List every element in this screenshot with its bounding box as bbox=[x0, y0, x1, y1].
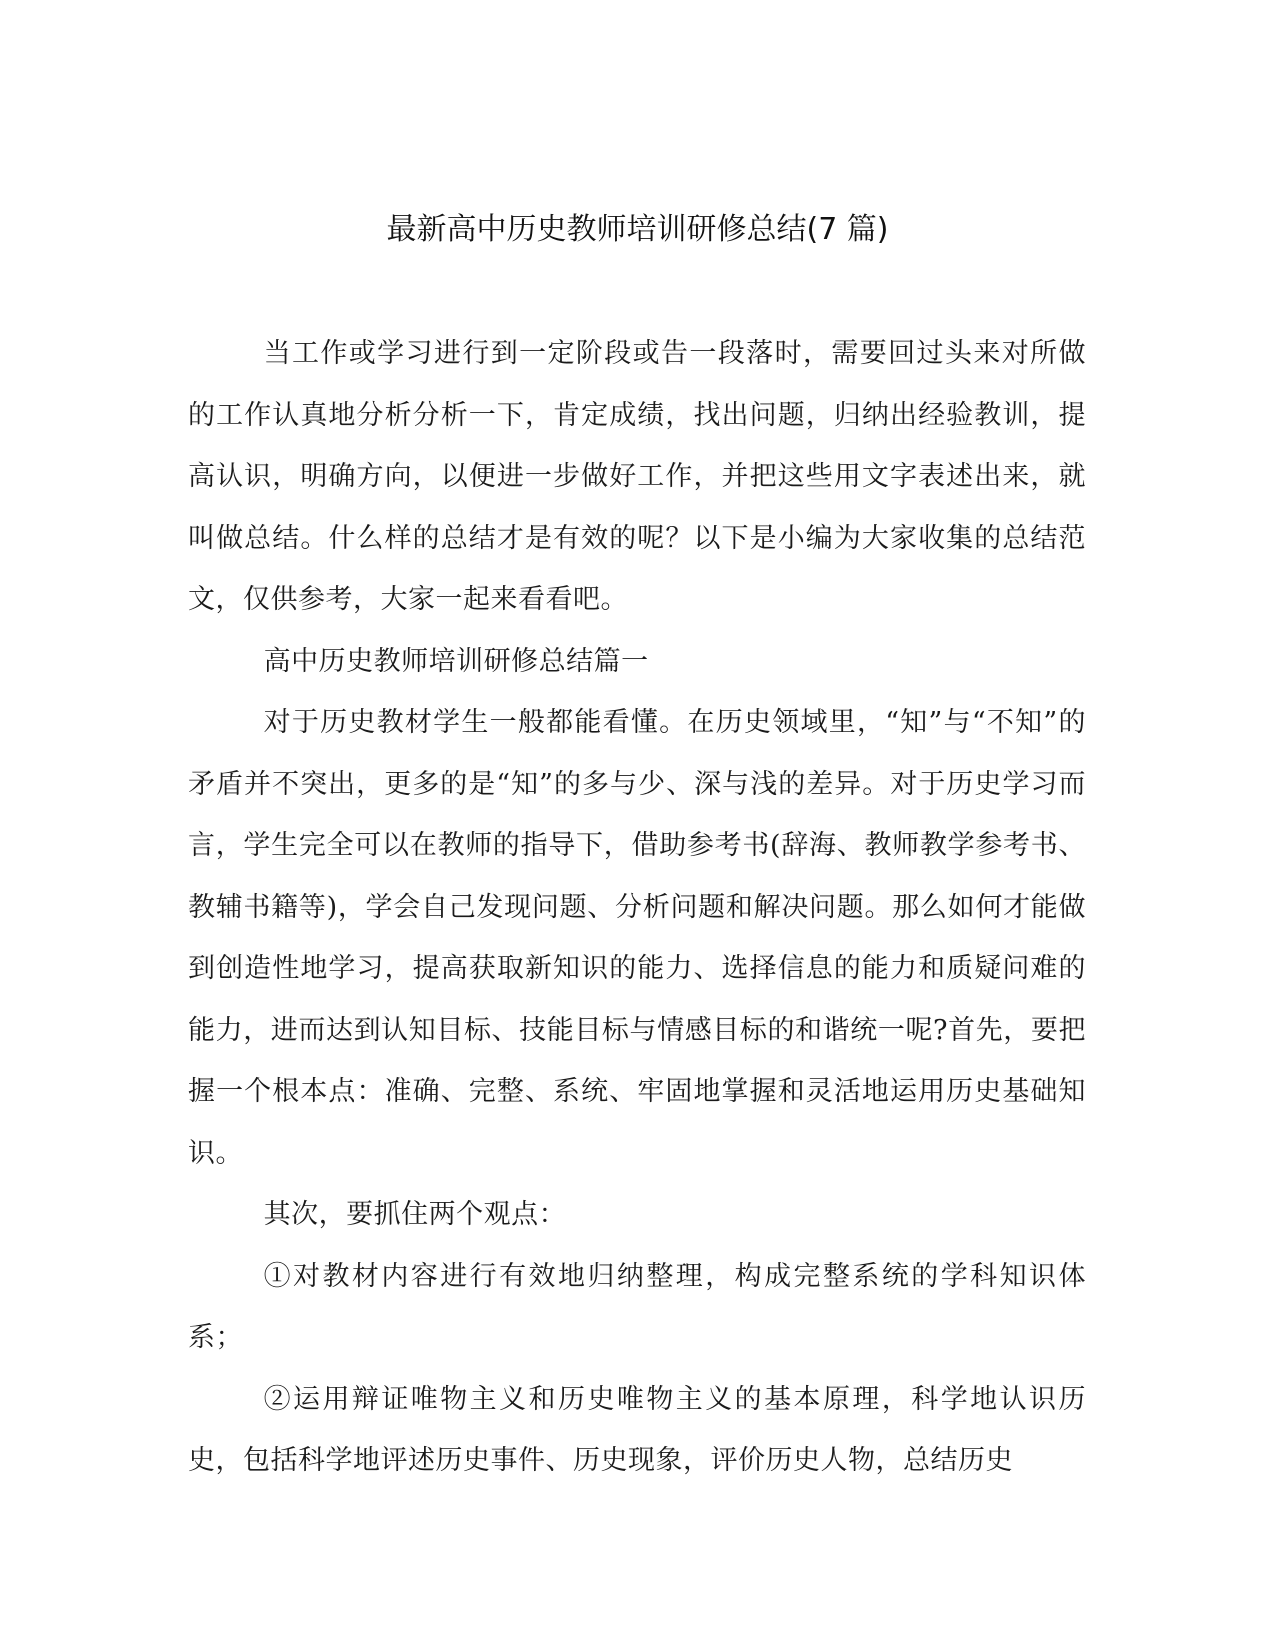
body-paragraph: 其次，要抓住两个观点： bbox=[263, 1199, 567, 1230]
section-heading: 高中历史教师培训研修总结篇一 bbox=[263, 645, 649, 677]
list-item: ①对教材内容进行有效地归纳整理，构成完整系统的学科知识体系； bbox=[188, 1260, 1086, 1353]
intro-paragraph: 当工作或学习进行到一定阶段或告一段落时，需要回过头来对所做的工作认真地分析分析一下，肯定成绩，找出问题，归纳出经验教训，提高认识，明确方向，以便进一步做好工作，并把这些用文字表述出来，就叫做总结。什么样的总结才是有效的呢？以下是小编为大家收集的总结范文，仅供参考，大家一起来看看吧。 bbox=[188, 338, 1086, 615]
document-body bbox=[188, 323, 1086, 1492]
document-title: 最新高中历史教师培训研修总结(7 篇) bbox=[386, 212, 889, 247]
body-paragraph: 对于历史教材学生一般都能看懂。在历史领域里，“知”与“不知”的矛盾并不突出，更多的是“知”的多与少、深与浅的差异。对于历史学习而言，学生完全可以在教师的指导下，借助参考书(辞海、教师教学参考书、教辅书籍等)，学会自己发现问题、分析问题和解决问题。那么如何才能做到创造性地学习，提高获取新知识的能力、选择信息的能力和质疑问难的能力，进而达到认知目标、技能目标与情感目标的和谐统一呢?首先，要把握一个根本点：准确、完整、系统、牢固地掌握和灵活地运用历史基础知识。 bbox=[188, 707, 1086, 1169]
list-item: ②运用辩证唯物主义和历史唯物主义的基本原理，科学地认识历史，包括科学地评述历史事件、历史现象，评价历史人物，总结历史 bbox=[188, 1383, 1086, 1476]
